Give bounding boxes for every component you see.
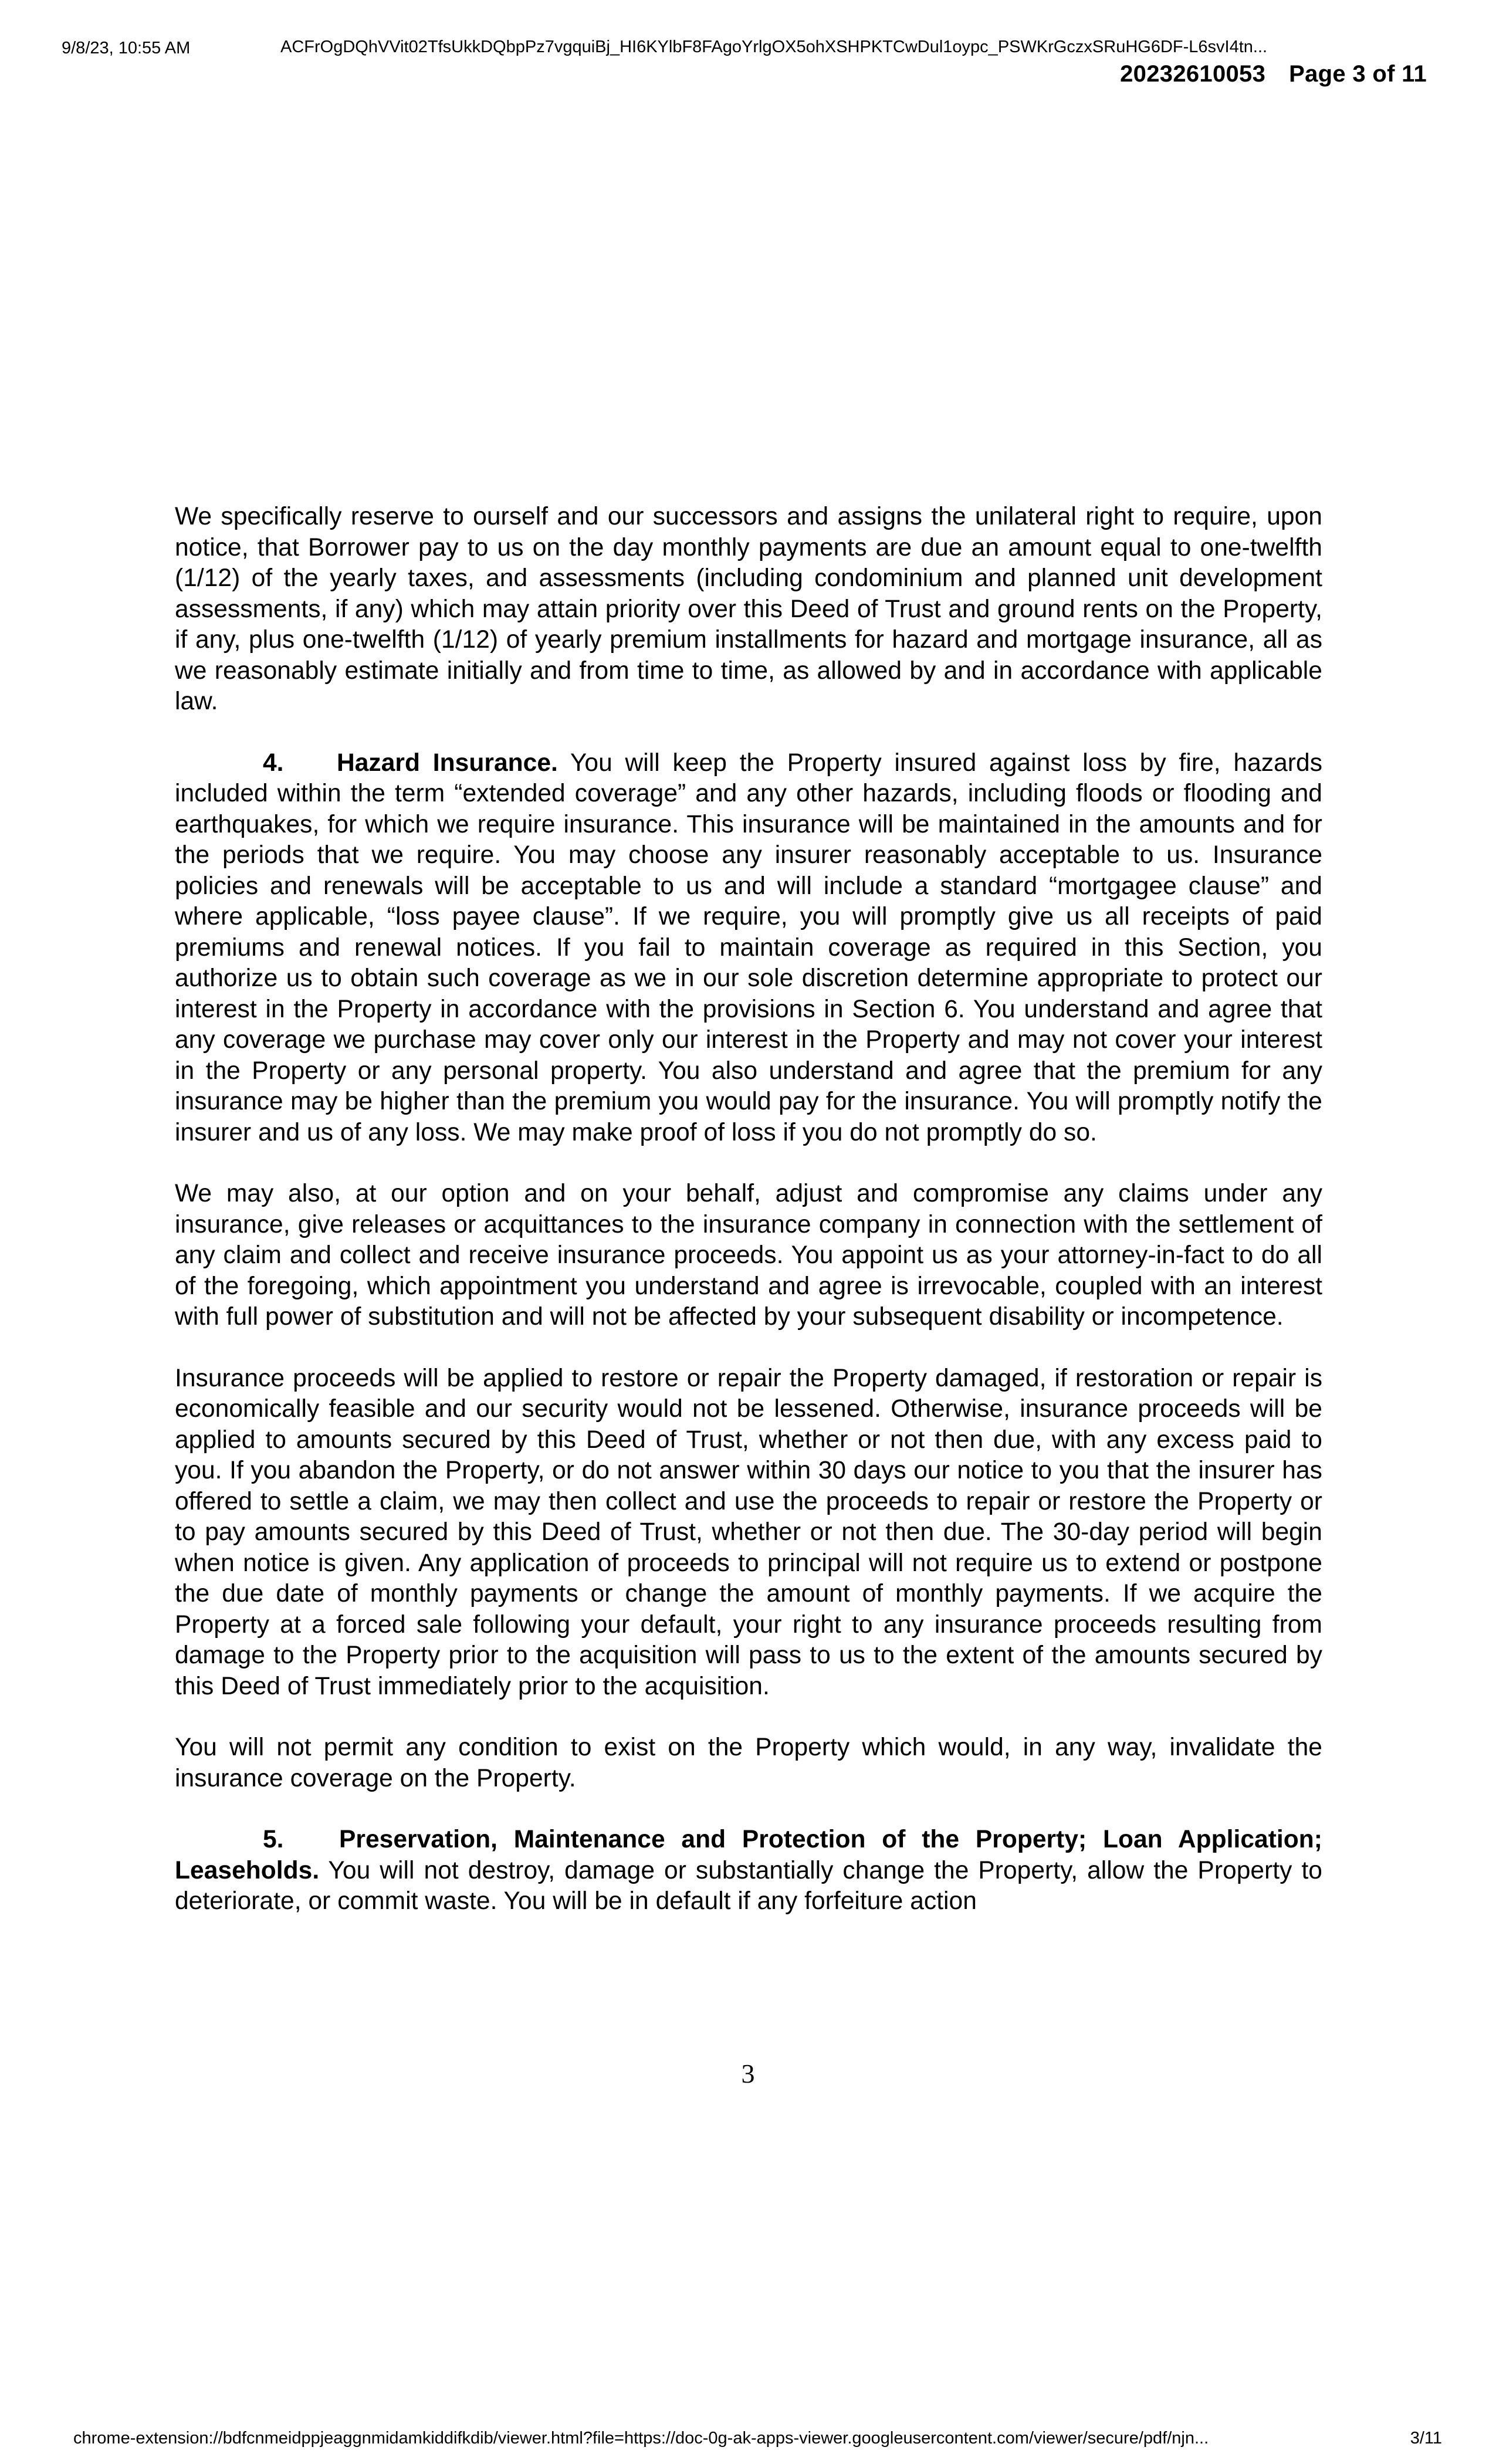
page-number: 3	[741, 2059, 755, 2089]
paragraph-condition: You will not permit any condition to exist on the Property which would, in any way, invalidate the insurance coverage on the Property.	[175, 1734, 1322, 1792]
section-5-number: 5.	[263, 1826, 284, 1853]
document-number: 20232610053	[1120, 61, 1266, 87]
section-4-heading: Hazard Insurance.	[337, 749, 558, 777]
section-4-text: You will keep the Property insured against loss by fire, hazards included within the term “extended coverage” and any other hazards, including floods or flooding and earthquakes, for which we require insurance. This insurance will be maintained in the amounts and for the periods that we require. You may choose any insurer reasonably acceptable to us. Insurance policies and renewals will be acceptable to us and will include a standard “mortgagee clause” and where applicable, “loss payee clause”. If we require, you will promptly give us all receipts of paid premiums and renewal notices. If you fail to maintain coverage as required in this Section, you authorize us to obtain such coverage as we in our sole discretion determine appropriate to protect our interest in the Property in accordance with the provisions in Section 6. You understand and agree that any coverage we purchase may cover only our interest in the Property and may not cover your interest in the Property or any personal property. You also understand and agree that the premium for any insurance may be higher than the premium you would pay for the insurance. You will promptly notify the insurer and us of any loss. We may make proof of loss if you do not promptly do so.	[175, 749, 1322, 1146]
page-of-label: Page 3 of 11	[1289, 61, 1427, 87]
paragraph-escrow: We specifically reserve to ourself and our successors and assigns the unilateral right to require, upon notice, that Borrower pay to us on the day monthly payments are due an amount equal to one-twelfth (1/12) of the yearly taxes, and assessments (including condominium and planned unit development assessments, if any) which may attain priority over this Deed of Trust and ground rents on the Property, if any, plus one-twelfth (1/12) of yearly premium installments for hazard and mortgage insurance, all as we reasonably estimate initially and from time to time, as allowed by and in accordance with applicable law.	[175, 503, 1322, 715]
print-header-title: ACFrOgDQhVVit02TfsUkkDQbpPz7vgquiBj_HI6KYlbF8FAgoYrlgOX5ohXSHPKTCwDul1oypc_PSWKrGczxSRuHG6DF-L6svI4tn...	[280, 38, 1268, 56]
print-footer-page-count: 3/11	[1410, 2429, 1442, 2448]
section-5-preservation	[175, 1825, 1322, 1917]
paragraph-claims: We may also, at our option and on your behalf, adjust and compromise any claims under any insurance, give releases or acquittances to the insurance company in connection with the settlement of any claim and collect and receive insurance proceeds. You appoint us as your attorney-in-fact to do all of the foregoing, which appointment you understand and agree is irrevocable, coupled with an interest with full power of substitution and will not be affected by your subsequent disability or incompetence.	[175, 1180, 1322, 1331]
section-4-hazard-insurance	[175, 748, 1322, 1149]
print-header-datetime: 9/8/23, 10:55 AM	[62, 39, 191, 57]
section-4-number: 4.	[263, 749, 284, 777]
document-body	[175, 502, 1322, 1948]
section-5-heading: Preservation, Maintenance and Protection of the Property; Loan Application; Leaseholds.	[175, 1826, 1322, 1884]
paragraph-proceeds: Insurance proceeds will be applied to restore or repair the Property damaged, if restoration or repair is economically feasible and our security would not be lessened. Otherwise, insurance proceeds will be applied to amounts secured by this Deed of Trust, whether or not then due, with any excess paid to you. If you abandon the Property, or do not answer within 30 days our notice to you that the insurer has offered to settle a claim, we may then collect and use the proceeds to repair or restore the Property or to pay amounts secured by this Deed of Trust, whether or not then due. The 30-day period will begin when notice is given. Any application of proceeds to principal will not require us to extend or postpone the due date of monthly payments or change the amount of monthly payments. If we acquire the Property at a forced sale following your default, your right to any insurance proceeds resulting from damage to the Property prior to the acquisition will pass to us to the extent of the amounts secured by this Deed of Trust immediately prior to the acquisition.	[175, 1364, 1322, 1700]
print-footer-url: chrome-extension://bdfcnmeidppjeaggnmidamkiddifkdib/viewer.html?file=https://doc-0g-ak-apps-viewer.googleusercontent.com/viewer/secure/pdf/njn...	[73, 2429, 1209, 2448]
document-number-header	[1120, 61, 1427, 87]
section-5-text: You will not destroy, damage or substantially change the Property, allow the Property to deteriorate, or commit waste. You will be in default if any forfeiture action	[175, 1856, 1322, 1915]
